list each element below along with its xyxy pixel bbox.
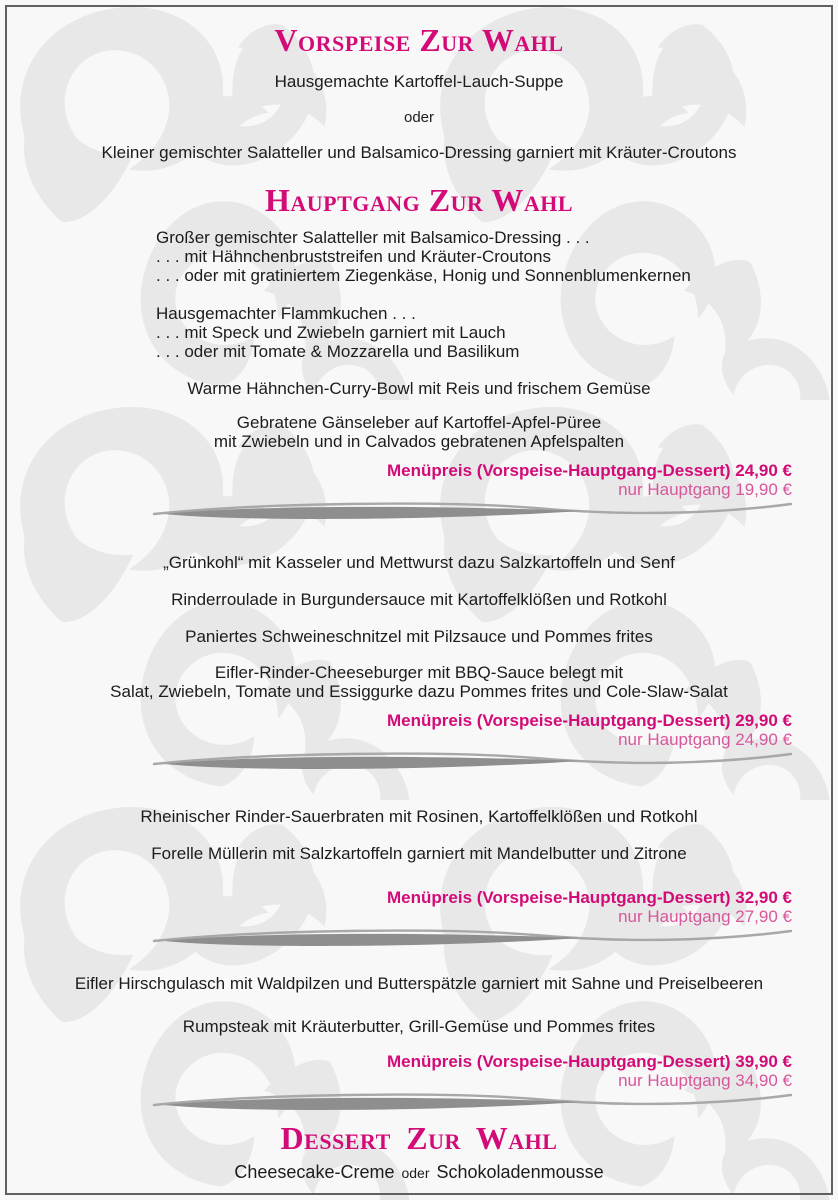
menu-price-line: Menüpreis (Vorspeise-Hauptgang-Dessert) 29,90 € bbox=[387, 711, 792, 730]
swoosh-divider bbox=[150, 499, 795, 527]
dish-line: Großer gemischter Salatteller mit Balsamico-Dressing . . . bbox=[156, 228, 590, 247]
dish-line: mit Zwiebeln und in Calvados gebratenen Apfelspalten bbox=[213, 432, 625, 451]
section-title-vorspeise: Vorspeise Zur Wahl bbox=[274, 22, 564, 58]
price-block-1 bbox=[0, 461, 838, 499]
price-block-4 bbox=[0, 1052, 838, 1090]
dish-line: Paniertes Schweineschnitzel mit Pilzsauce und Pommes frites bbox=[185, 627, 653, 646]
dessert-options-line bbox=[0, 1163, 838, 1183]
section-title-dessert: Dessert Zur Wahl bbox=[280, 1120, 558, 1156]
swoosh-divider bbox=[150, 926, 795, 954]
dish-line: Rinderroulade in Burgundersauce mit Kartoffelklößen und Rotkohl bbox=[171, 590, 667, 609]
salad-variants-block bbox=[0, 228, 838, 361]
main-course-price-line: nur Hauptgang 34,90 € bbox=[618, 1071, 792, 1090]
dish-line: Eifler-Rinder-Cheeseburger mit BBQ-Sauce belegt mit bbox=[214, 663, 624, 682]
menu-price-line: Menüpreis (Vorspeise-Hauptgang-Dessert) 39,90 € bbox=[387, 1052, 792, 1071]
main-course-price-line: nur Hauptgang 19,90 € bbox=[618, 480, 792, 499]
price-block-2 bbox=[0, 711, 838, 749]
dish-two-lines bbox=[0, 663, 838, 701]
dish-variant-line: . . . mit Speck und Zwiebeln garniert mit Lauch bbox=[156, 323, 506, 342]
menu-price-line: Menüpreis (Vorspeise-Hauptgang-Dessert) 32,90 € bbox=[387, 888, 792, 907]
swoosh-divider bbox=[150, 1090, 795, 1118]
dish-two-lines bbox=[0, 413, 838, 451]
dish-line: Hausgemachter Flammkuchen . . . bbox=[156, 304, 416, 323]
dish-line: „Grünkohl“ mit Kasseler und Mettwurst dazu Salzkartoffeln und Senf bbox=[163, 553, 675, 572]
dish-line: Salat, Zwiebeln, Tomate und Essiggurke dazu Pommes frites und Cole-Slaw-Salat bbox=[110, 682, 728, 701]
dish-line: Eifler Hirschgulasch mit Waldpilzen und Butterspätzle garniert mit Sahne und Preiselbeeren bbox=[74, 974, 764, 993]
dish-variant-line: . . . mit Hähnchenbruststreifen und Kräuter-Croutons bbox=[156, 247, 551, 266]
dessert-option-a: Cheesecake-Creme bbox=[234, 1162, 395, 1182]
swoosh-divider bbox=[150, 749, 795, 777]
or-separator: oder bbox=[403, 109, 435, 126]
dessert-option-b: Schokoladenmousse bbox=[436, 1162, 604, 1182]
section-title-hauptgang: Hauptgang Zur Wahl bbox=[265, 182, 573, 218]
price-block-3 bbox=[0, 888, 838, 926]
main-course-price-line: nur Hauptgang 24,90 € bbox=[618, 730, 792, 749]
menu-price-line: Menüpreis (Vorspeise-Hauptgang-Dessert) 24,90 € bbox=[387, 461, 792, 480]
dish-line: Warme Hähnchen-Curry-Bowl mit Reis und frischem Gemüse bbox=[187, 379, 651, 398]
dish-variant-line: . . . oder mit gratiniertem Ziegenkäse, Honig und Sonnenblumenkernen bbox=[156, 266, 691, 285]
dish-line: Rumpsteak mit Kräuterbutter, Grill-Gemüse und Pommes frites bbox=[182, 1017, 656, 1036]
dish-line: Rheinischer Rinder-Sauerbraten mit Rosinen, Kartoffelklößen und Rotkohl bbox=[140, 807, 698, 826]
dish-line: Gebratene Gänseleber auf Kartoffel-Apfel-Püree bbox=[236, 413, 602, 432]
dish-line: Hausgemachte Kartoffel-Lauch-Suppe bbox=[274, 72, 564, 91]
dish-variant-line: . . . oder mit Tomate & Mozzarella und Basilikum bbox=[156, 342, 520, 361]
or-separator: oder bbox=[401, 1165, 430, 1181]
main-course-price-line: nur Hauptgang 27,90 € bbox=[618, 907, 792, 926]
dish-line: Kleiner gemischter Salatteller und Balsamico-Dressing garniert mit Kräuter-Croutons bbox=[101, 143, 737, 162]
dish-line: Forelle Müllerin mit Salzkartoffeln garniert mit Mandelbutter und Zitrone bbox=[151, 844, 687, 863]
